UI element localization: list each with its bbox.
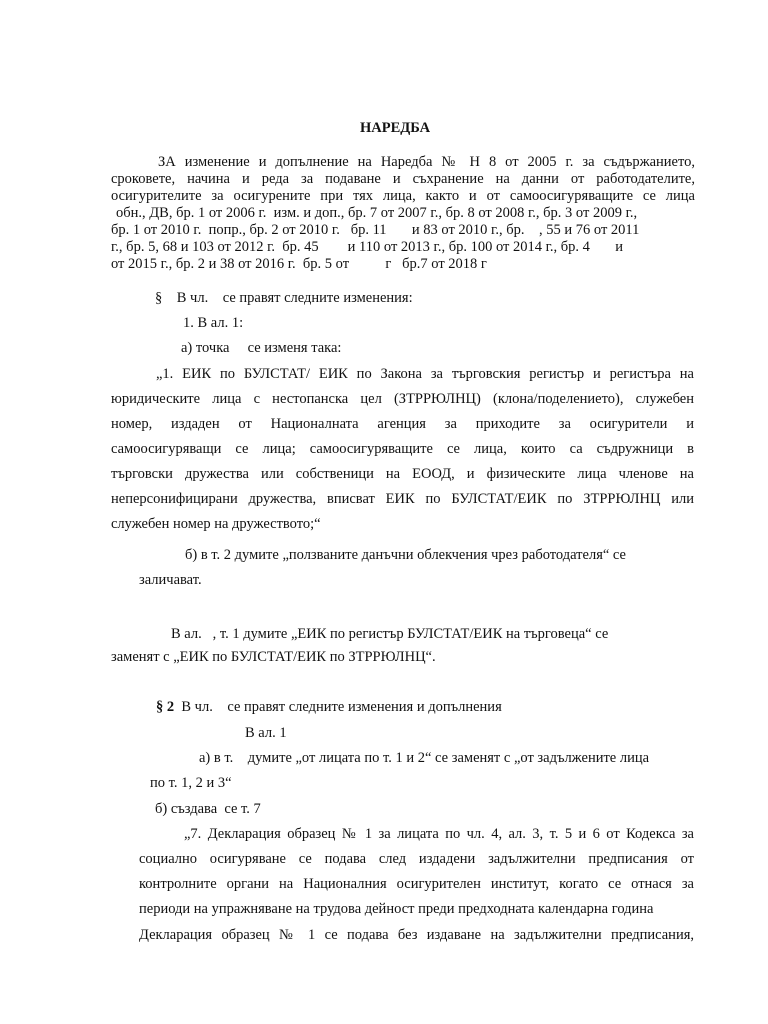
section-2-mark: § 2 [156, 699, 175, 715]
section-1-item-b: б) в т. 2 думите „ползваните данъчни облекчения чрез работодателя“ се [185, 547, 626, 563]
section-1-item-2-cont: заменят с „ЕИК по БУЛСТАТ/ЕИК по ЗТРРЮЛНЦ“. [111, 649, 436, 665]
quote-line: неперсонифицирани дружества, вписват ЕИК по БУЛСТАТ/ЕИК по ЗТРРЮЛНЦ или [111, 491, 694, 507]
quote-line: контролните органи на Националния осигурителен институт, когато се отнася за [139, 876, 694, 892]
section-1-item-b-cont: заличават. [139, 572, 202, 588]
preamble-line: ЗА изменение и допълнение на Наредба № Н 8 от 2005 г. за съдържанието, [158, 154, 695, 170]
section-1-item-2: В ал. , т. 1 думите „ЕИК по регистър БУЛСТАТ/ЕИК на търговеца“ се [171, 626, 609, 642]
section-1-item-a: а) точка се изменя така: [181, 340, 342, 356]
preamble-line: бр. 1 от 2010 г. попр., бр. 2 от 2010 г. бр. 11 и 83 от 2010 г., бр. , 55 и 76 от 2011 [111, 222, 640, 238]
quote-line: Декларация образец № 1 се подава без издаване на задължителни предписания, [139, 927, 694, 943]
quote-line: периоди на упражняване на трудова дейност преди предходната календарна година [139, 901, 654, 917]
section-1-heading: § В чл. се правят следните изменения: [155, 290, 413, 306]
preamble-line: от 2015 г., бр. 2 и 38 от 2016 г. бр. 5 от г бр.7 от 2018 г [111, 256, 487, 272]
section-2-item-b: б) създава се т. 7 [155, 801, 261, 817]
section-2-heading-text: В чл. се правят следните изменения и допълнения [174, 699, 502, 715]
section-2-heading [156, 698, 502, 716]
quote-line: номер, издаден от Националната агенция за приходите за осигурители и [111, 416, 694, 432]
quote-line: „7. Декларация образец № 1 за лицата по чл. 4, ал. 3, т. 5 и 6 от Кодекса за [184, 826, 694, 842]
preamble-line: г., бр. 5, 68 и 103 от 2012 г. бр. 45 и 110 от 2013 г., бр. 100 от 2014 г., бр. 4 и [111, 239, 624, 255]
quote-line: „1. ЕИК по БУЛСТАТ/ ЕИК по Закона за търговския регистър и регистъра на [156, 366, 694, 382]
preamble-line: сроковете, начина и реда за подаване и съхранение на данни от работодателите, [111, 171, 695, 187]
quote-line: служебен номер на дружеството;“ [111, 516, 321, 532]
quote-line: юридическите лица с нестопанска цел (ЗТРРЮЛНЦ) (клона/поделението), служебен [111, 391, 694, 407]
preamble-line: осигурителите за осигурените при тях лица, както и от самоосигуряващите се лица [111, 188, 695, 204]
section-2-item-1: В ал. 1 [245, 725, 287, 741]
document-title: НАРЕДБА [360, 120, 431, 136]
quote-line: самоосигуряващи се лица; самоосигуряващите се лица, които са съдружници в [111, 441, 694, 457]
quote-line: социално осигуряване се подава след издадени задължителни предписания от [139, 851, 694, 867]
section-2-item-a: а) в т. думите „от лицата по т. 1 и 2“ се заменят с „от задължените лица [199, 750, 650, 766]
section-1-item-1: 1. В ал. 1: [183, 315, 244, 331]
section-2-item-a-cont: по т. 1, 2 и 3“ [150, 775, 232, 791]
preamble-line: обн., ДВ, бр. 1 от 2006 г. изм. и доп., бр. 7 от 2007 г., бр. 8 от 2008 г., бр. 3 от 2009 г., [116, 205, 638, 221]
quote-line: търговски дружества или собственици на ЕООД, и физическите лица членове на [111, 466, 694, 482]
